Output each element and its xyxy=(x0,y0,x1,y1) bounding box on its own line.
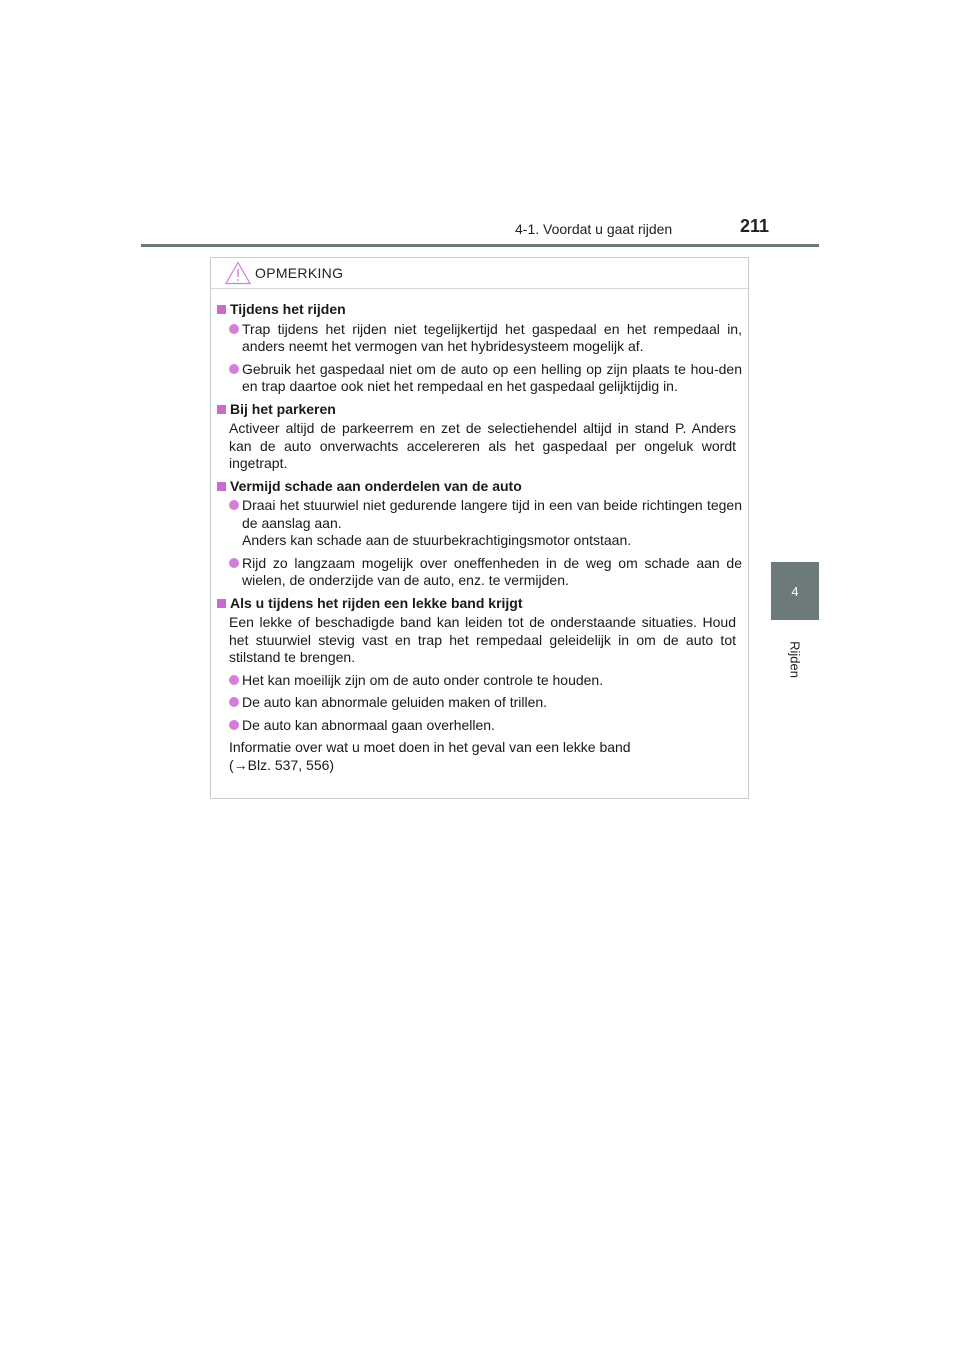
paragraph: Activeer altijd de parkeerrem en zet de selectiehendel altijd in stand P. Anders kan de auto onverwachts accelereren als het gaspedaal per ongeluk wordt ingetrapt. xyxy=(229,420,736,471)
list-item: De auto kan abnormaal gaan overhellen. xyxy=(229,717,742,735)
list-item: Gebruik het gaspedaal niet om de auto op een helling op zijn plaats te hou-den en trap daartoe ook niet het rempedaal en het gaspedaal gelijktijdig in. xyxy=(229,361,742,396)
chapter-number: 4 xyxy=(791,583,799,599)
bullet-dot-icon xyxy=(229,364,239,374)
header-section-title: 4-1. Voordat u gaat rijden xyxy=(515,221,673,237)
bullet-dot-icon xyxy=(229,675,239,685)
notice-header xyxy=(211,258,748,289)
list-item: Trap tijdens het rijden niet tegelijkertijd het gaspedaal en het rempedaal in, anders neemt het vermogen van het hybridesysteem mogelijk af. xyxy=(229,321,742,356)
list-item: De auto kan abnormale geluiden maken of trillen. xyxy=(229,694,742,712)
bullet-dot-icon xyxy=(229,500,239,510)
section-flat-tire xyxy=(217,595,742,775)
paragraph: Een lekke of beschadigde band kan leiden tot de onderstaande situaties. Houd het stuurwiel stevig vast en trap het rempedaal geleidelijk in om de auto tot stilstand te brengen. xyxy=(229,614,736,665)
square-bullet-icon xyxy=(217,305,226,314)
square-bullet-icon xyxy=(217,599,226,608)
square-bullet-icon xyxy=(217,405,226,414)
list-item: Draai het stuurwiel niet gedurende langere tijd in een van beide richtingen tegen de aanslag aan. Anders kan schade aan de stuurbekrachtigingsmotor ontstaan. xyxy=(229,497,742,550)
chapter-label: Rijden xyxy=(787,641,803,678)
section-damage xyxy=(217,478,742,590)
notice-title: OPMERKING xyxy=(255,265,344,281)
square-bullet-icon xyxy=(217,482,226,491)
notice-box xyxy=(210,257,749,799)
section-heading: Vermijd schade aan onderdelen van de auto xyxy=(230,477,522,494)
bullet-extra: Anders kan schade aan de stuurbekrachtigingsmotor ontstaan. xyxy=(242,532,632,548)
notice-body xyxy=(211,289,748,774)
page-number: 211 xyxy=(740,216,770,236)
bullet-dot-icon xyxy=(229,324,239,334)
section-parking xyxy=(217,401,742,473)
bullet-dot-icon xyxy=(229,558,239,568)
section-heading: Tijdens het rijden xyxy=(230,301,346,317)
chapter-tab xyxy=(771,562,819,620)
warning-triangle-icon xyxy=(225,261,251,290)
section-heading: Als u tijdens het rijden een lekke band krijgt xyxy=(230,594,523,611)
bullet-dot-icon xyxy=(229,697,239,707)
list-item: Rijd zo langzaam mogelijk over oneffenheden in de weg om schade aan de wielen, de onderzijde van de auto, enz. te vermijden. xyxy=(229,555,742,590)
list-item: Het kan moeilijk zijn om de auto onder controle te houden. xyxy=(229,672,742,690)
section-heading: Bij het parkeren xyxy=(230,400,336,417)
page-reference: (→Blz. 537, 556) xyxy=(229,756,335,773)
paragraph: Informatie over wat u moet doen in het geval van een lekke band (→Blz. 537, 556) xyxy=(229,739,742,774)
header-rule xyxy=(141,244,819,247)
section-driving xyxy=(217,301,742,396)
bullet-dot-icon xyxy=(229,720,239,730)
